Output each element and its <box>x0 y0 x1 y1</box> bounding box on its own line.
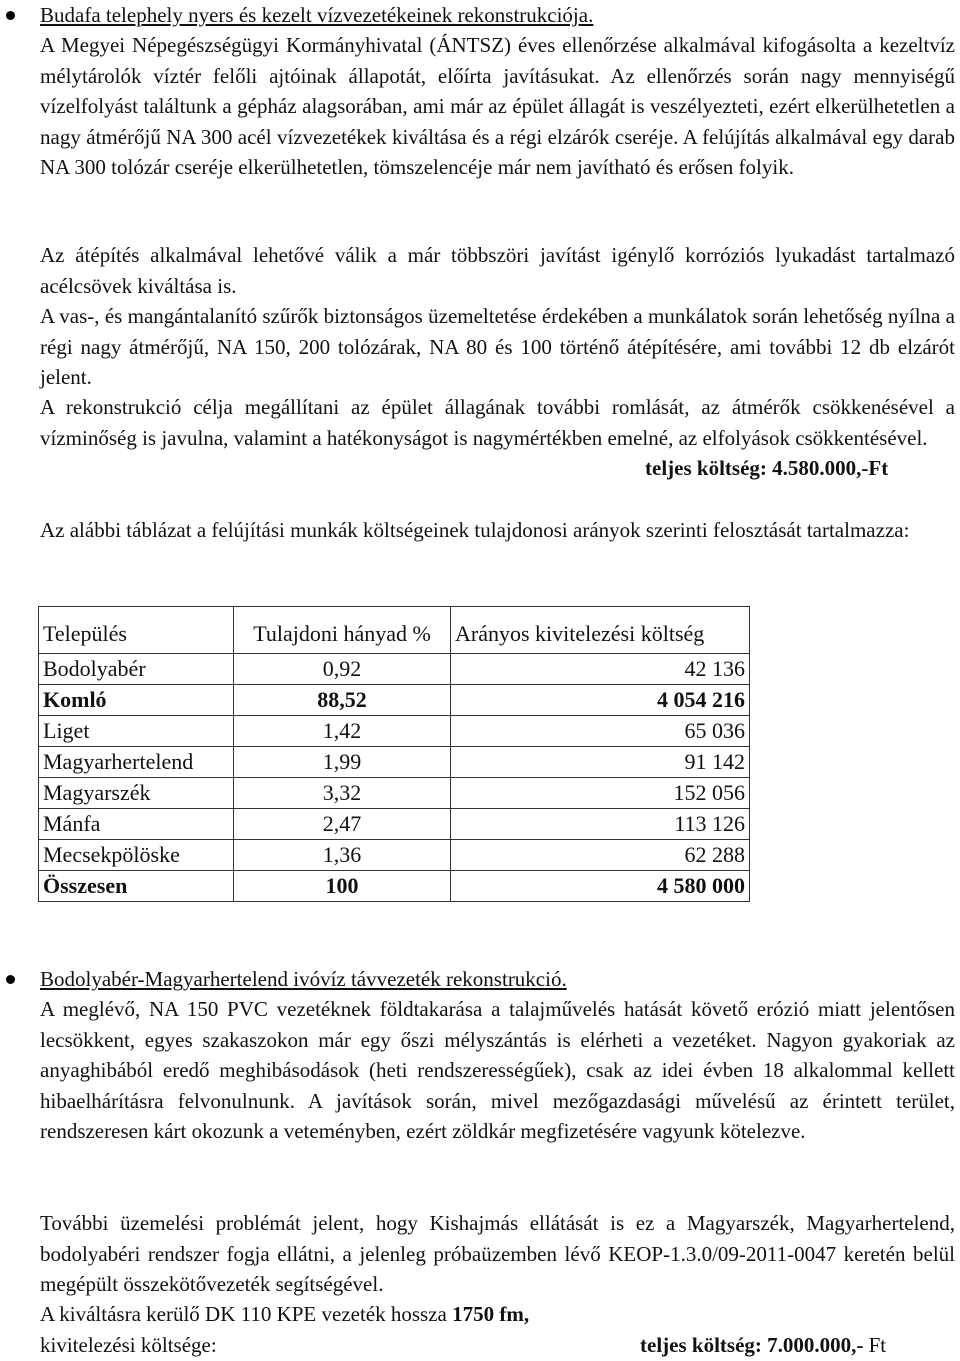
table-total-row <box>39 871 750 902</box>
cost-table <box>38 606 750 902</box>
section1-paragraph-4: A rekonstrukció célja megállítani az épület állagának további romlását, az átmérők csökkenésével a vízminőség is javulna, valamint a hatékonyságot is nagymértékben emelné, az elfolyások csökkentésével. <box>40 395 955 450</box>
pipe-length-text: A kiváltásra kerülő DK 110 KPE vezeték hossza <box>40 1302 447 1326</box>
table-row <box>39 716 750 747</box>
settlement-cell: Bodolyabér <box>39 654 234 685</box>
cost-cell: 113 126 <box>451 809 750 840</box>
table-row <box>39 747 750 778</box>
section2-paragraph-2: További üzemelési problémát jelent, hogy Kishajmás ellátását is ez a Magyarszék, Magyarhertelend, bodolyabéri rendszer fogja ellátni, a jelenleg próbaüzemben lévő KEOP-1.3.0/09-2011-0047 keretén belül megépült összekötővezeték segítségével. <box>40 1211 955 1297</box>
settlement-cell: Összesen <box>39 871 234 902</box>
section1-heading: Budafa telephely nyers és kezelt vízvezetékeinek rekonstrukciója. <box>40 3 594 27</box>
settlement-cell: Mánfa <box>39 809 234 840</box>
section2-total-cost <box>640 1330 886 1361</box>
settlement-cell: Mecsekpölöske <box>39 840 234 871</box>
section2-heading: Bodolyabér-Magyarhertelend ivóvíz távvezeték rekonstrukció. <box>40 967 567 991</box>
section1-paragraph-2: Az átépítés alkalmával lehetővé válik a már többszöri javítást igénylő korróziós lyukadást tartalmazó acélcsövek kiváltása is. <box>40 243 955 298</box>
table-header-cell: Tulajdoni hányad % <box>234 607 451 654</box>
cost-cell: 4 580 000 <box>451 871 750 902</box>
share-cell: 100 <box>234 871 451 902</box>
pipe-length-line <box>40 1299 955 1330</box>
settlement-cell: Liget <box>39 716 234 747</box>
cost-cell: 62 288 <box>451 840 750 871</box>
cost-cell: 4 054 216 <box>451 685 750 716</box>
table-row <box>39 654 750 685</box>
table-row <box>39 840 750 871</box>
settlement-cell: Komló <box>39 685 234 716</box>
settlement-cell: Magyarhertelend <box>39 747 234 778</box>
share-cell: 88,52 <box>234 685 451 716</box>
cost-cell: 65 036 <box>451 716 750 747</box>
bullet-icon <box>6 975 15 984</box>
section2-total-cost-value: teljes költség: 7.000.000,- <box>640 1333 864 1357</box>
table-row <box>39 685 750 716</box>
table-row <box>39 778 750 809</box>
section2-total-cost-unit: Ft <box>868 1333 887 1357</box>
table-header-cell: Arányos kivitelezési költség <box>451 607 750 654</box>
cost-cell: 42 136 <box>451 654 750 685</box>
share-cell: 0,92 <box>234 654 451 685</box>
section1-paragraph-1: A Megyei Népegészségügyi Kormányhivatal (ÁNTSZ) éves ellenőrzése alkalmával kifogásolta a kezeltvíz mélytárolók víztér felőli ajtóinak állapotát, előírta javításukat. Az ellenőrzés során nagy mennyiségű vízelfolyást találtunk a gépház alagsorában, ami már az épület állagát is veszélyezteti, ezért elkerülhetetlen a nagy átmérőjű NA 300 acél vízvezetékek kiváltása és a régi elzárók cseréje. A felújítás alkalmával egy darab NA 300 tolózár cseréje elkerülhetetlen, tömszelencéje már nem javítható és erősen folyik. <box>40 33 955 180</box>
table-row <box>39 809 750 840</box>
share-cell: 1,36 <box>234 840 451 871</box>
share-cell: 1,99 <box>234 747 451 778</box>
share-cell: 3,32 <box>234 778 451 809</box>
table-intro: Az alábbi táblázat a felújítási munkák költségeinek tulajdonosi arányok szerinti felosztását tartalmazza: <box>40 518 910 542</box>
section1-total-cost: teljes költség: 4.580.000,-Ft <box>645 456 889 480</box>
pipe-length-value: 1750 fm, <box>452 1302 530 1326</box>
share-cell: 1,42 <box>234 716 451 747</box>
section2-cost-label: kivitelezési költsége: <box>40 1333 217 1357</box>
settlement-cell: Magyarszék <box>39 778 234 809</box>
section1-paragraph-3: A vas-, és mangántalanító szűrők biztonságos üzemeltetése érdekében a munkálatok során lehetőség nyílna a régi nagy átmérőjű, NA 150, 200 tolózárak, NA 80 és 100 történő átépítésére, ami további 12 db elzárót jelent. <box>40 304 955 390</box>
cost-cell: 91 142 <box>451 747 750 778</box>
bullet-icon <box>6 11 15 20</box>
cost-cell: 152 056 <box>451 778 750 809</box>
section2-paragraph-1: A meglévő, NA 150 PVC vezetéknek földtakarása a talajművelés hatását követő erózió miatt jelentősen lecsökkent, egyes szakaszokon már egy őszi mélyszántás is elérheti a vezetéket. Nagyon gyakoriak az anyaghibából eredő meghibásodások (heti rendszerességűek), csak az idei évben 18 alkalommal kellett hibaelhárításra felvonulnunk. A javítások során, mivel mezőgazdasági művelésű az érintett terület, rendszeresen kárt okozunk a veteményben, ezért zöldkár megfizetésére vagyunk kötelezve. <box>40 997 955 1144</box>
share-cell: 2,47 <box>234 809 451 840</box>
table-header-row <box>39 607 750 654</box>
table-header-cell: Település <box>39 607 234 654</box>
